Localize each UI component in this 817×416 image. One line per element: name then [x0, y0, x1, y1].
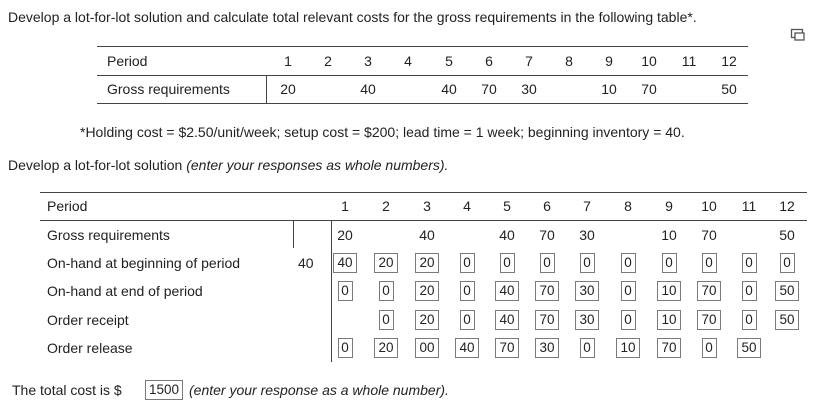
- period-header-6: 6: [543, 198, 551, 214]
- instruction-hint: (enter your responses as whole numbers).: [186, 157, 449, 173]
- period-11: 11: [681, 53, 697, 69]
- gross-5: 40: [499, 227, 515, 243]
- period-header-9: 9: [665, 198, 673, 214]
- order-receipt-input-9[interactable]: 10: [657, 310, 681, 330]
- order-release-input-9[interactable]: 70: [657, 338, 681, 358]
- order-receipt-input-12[interactable]: 50: [775, 310, 799, 330]
- period-header-1: 1: [341, 198, 349, 214]
- row-label-onhand-begin: On-hand at beginning of period: [47, 255, 241, 271]
- onhand-begin-input-8[interactable]: 0: [621, 253, 636, 273]
- period-4: 4: [404, 53, 412, 69]
- onhand-end-input-7[interactable]: 30: [575, 281, 599, 301]
- onhand-begin-input-10[interactable]: 0: [702, 253, 717, 273]
- gross-12: 50: [779, 227, 795, 243]
- onhand-end-input-8[interactable]: 0: [621, 281, 636, 301]
- gross-1: 20: [337, 227, 353, 243]
- onhand-begin-input-7[interactable]: 0: [580, 253, 595, 273]
- row-label-onhand-end: On-hand at end of period: [47, 283, 203, 299]
- period-5: 5: [445, 53, 453, 69]
- row-label-receipt: Order receipt: [47, 312, 129, 328]
- gross-requirements-label: Gross requirements: [107, 81, 230, 97]
- period-header-8: 8: [624, 198, 632, 214]
- onhand-end-input-4[interactable]: 0: [460, 281, 475, 301]
- period-header-10: 10: [701, 198, 717, 214]
- onhand-begin-input-6[interactable]: 0: [540, 253, 555, 273]
- order-receipt-input-10[interactable]: 70: [697, 310, 721, 330]
- order-release-input-8[interactable]: 10: [616, 338, 640, 358]
- total-cost-prefix: The total cost is $: [12, 382, 122, 398]
- onhand-begin-input-3[interactable]: 20: [415, 253, 439, 273]
- period-9: 9: [605, 53, 613, 69]
- order-receipt-input-3[interactable]: 20: [415, 310, 439, 330]
- order-release-input-1[interactable]: 0: [338, 338, 353, 358]
- gross-10: 70: [701, 227, 717, 243]
- order-release-input-11[interactable]: 50: [737, 338, 761, 358]
- gross-requirement-6: 70: [481, 81, 497, 97]
- period-3: 3: [364, 53, 372, 69]
- order-release-input-4[interactable]: 40: [455, 338, 479, 358]
- gross-requirement-9: 10: [601, 81, 617, 97]
- onhand-end-input-3[interactable]: 20: [415, 281, 439, 301]
- onhand-end-input-1[interactable]: 0: [338, 281, 353, 301]
- gross-6: 70: [539, 227, 555, 243]
- order-release-input-7[interactable]: 0: [580, 338, 595, 358]
- period-header-2: 2: [382, 198, 390, 214]
- gross-requirement-10: 70: [641, 81, 657, 97]
- gross-requirement-7: 30: [521, 81, 537, 97]
- onhand-end-input-9[interactable]: 10: [657, 281, 681, 301]
- period-label: Period: [107, 53, 148, 69]
- onhand-begin-input-4[interactable]: 0: [460, 253, 475, 273]
- order-release-input-10[interactable]: 0: [702, 338, 717, 358]
- onhand-begin-input-5[interactable]: 0: [500, 253, 515, 273]
- period-12: 12: [721, 53, 737, 69]
- onhand-begin-input-12[interactable]: 0: [780, 253, 795, 273]
- order-receipt-input-6[interactable]: 70: [535, 310, 559, 330]
- period-2: 2: [324, 53, 332, 69]
- order-receipt-input-5[interactable]: 40: [495, 310, 519, 330]
- order-release-input-2[interactable]: 20: [374, 338, 398, 358]
- instruction-main: Develop a lot-for-lot solution: [8, 157, 183, 173]
- period-7: 7: [525, 53, 533, 69]
- gross-requirement-5: 40: [441, 81, 457, 97]
- order-receipt-input-4[interactable]: 0: [460, 310, 475, 330]
- period-1: 1: [284, 53, 292, 69]
- order-receipt-input-8[interactable]: 0: [621, 310, 636, 330]
- period-header-3: 3: [423, 198, 431, 214]
- period-6: 6: [485, 53, 493, 69]
- period-header-4: 4: [463, 198, 471, 214]
- total-cost-hint: (enter your response as a whole number).: [189, 382, 449, 398]
- onhand-begin-input-11[interactable]: 0: [742, 253, 757, 273]
- onhand-end-input-10[interactable]: 70: [697, 281, 721, 301]
- order-receipt-input-11[interactable]: 0: [742, 310, 757, 330]
- row-label-release: Order release: [47, 340, 133, 356]
- onhand-end-input-6[interactable]: 70: [535, 281, 559, 301]
- onhand-begin-input-9[interactable]: 0: [662, 253, 677, 273]
- gross-7: 30: [579, 227, 595, 243]
- gross-9: 10: [661, 227, 677, 243]
- order-release-input-6[interactable]: 30: [535, 338, 559, 358]
- period-header-12: 12: [779, 198, 795, 214]
- total-cost-input[interactable]: 1500: [145, 380, 183, 400]
- onhand-begin-input-2[interactable]: 20: [374, 253, 398, 273]
- onhand-end-input-5[interactable]: 40: [495, 281, 519, 301]
- onhand-end-input-11[interactable]: 0: [742, 281, 757, 301]
- gross-requirement-12: 50: [721, 81, 737, 97]
- period-header-7: 7: [583, 198, 591, 214]
- period-8: 8: [565, 53, 573, 69]
- row-label-period: Period: [47, 198, 88, 214]
- order-release-input-5[interactable]: 70: [495, 338, 519, 358]
- footnote: *Holding cost = $2.50/unit/week; setup cost = $200; lead time = 1 week; beginning inventory = 40.: [80, 124, 685, 140]
- onhand-begin-input-1[interactable]: 40: [333, 253, 357, 273]
- order-receipt-input-2[interactable]: 0: [379, 310, 394, 330]
- order-release-input-3[interactable]: 00: [415, 338, 439, 358]
- intro-text: Develop a lot-for-lot solution and calculate total relevant costs for the gross requirements in the following table*.: [8, 9, 697, 25]
- period-header-5: 5: [503, 198, 511, 214]
- instruction-text: [8, 157, 448, 173]
- onhand-end-input-2[interactable]: 0: [379, 281, 394, 301]
- initial-onhand: 40: [298, 255, 314, 271]
- row-label-gross: Gross requirements: [47, 227, 170, 243]
- onhand-end-input-12[interactable]: 50: [775, 281, 799, 301]
- period-10: 10: [641, 53, 657, 69]
- copy-table-icon[interactable]: [790, 28, 806, 42]
- order-receipt-input-7[interactable]: 30: [575, 310, 599, 330]
- total-cost-line: [12, 382, 122, 398]
- period-header-11: 11: [741, 198, 757, 214]
- gross-requirement-3: 40: [360, 81, 376, 97]
- gross-requirement-1: 20: [280, 81, 296, 97]
- gross-3: 40: [419, 227, 435, 243]
